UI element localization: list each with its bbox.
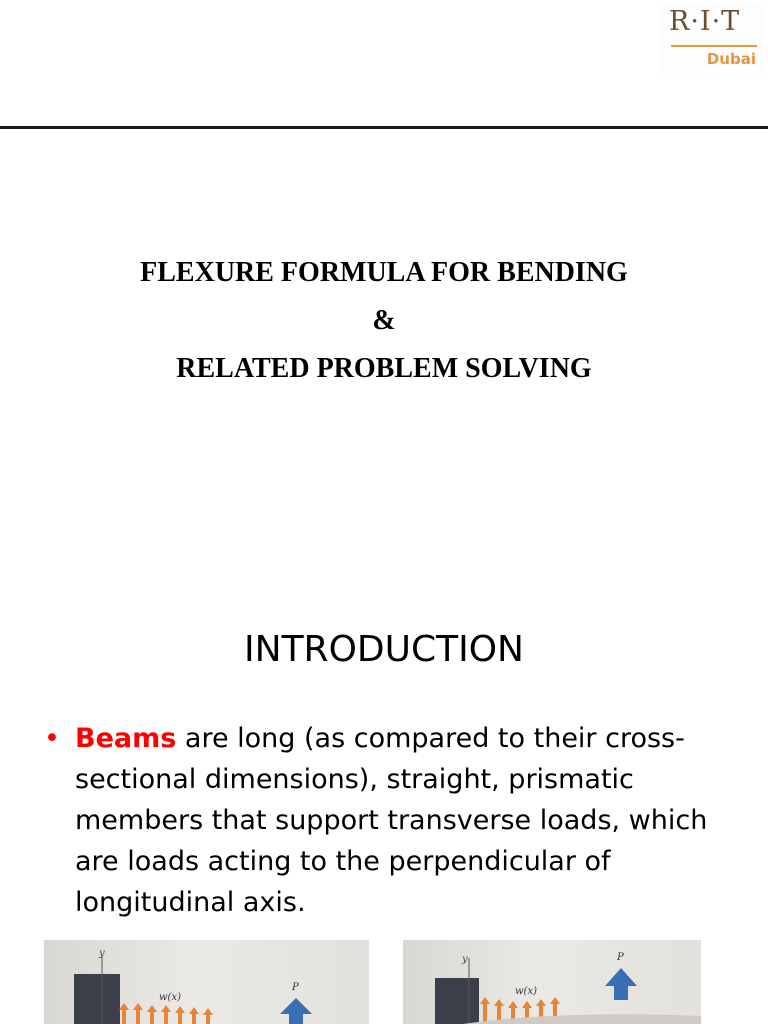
bullet-text xyxy=(75,718,734,923)
slide-title xyxy=(0,254,768,398)
bullet-marker: • xyxy=(44,723,60,754)
distributed-load-arrows xyxy=(119,1003,213,1024)
point-force-arrow xyxy=(605,968,637,1000)
header-divider xyxy=(0,126,768,129)
y-axis-label: y xyxy=(462,954,468,965)
beam-support-wall xyxy=(435,978,479,1024)
point-force-label: P xyxy=(292,982,299,993)
title-line-1: FLEXURE FORMULA FOR BENDING xyxy=(140,257,628,288)
rit-dubai-logo xyxy=(660,4,764,78)
bullet-body: are long (as compared to their cross-sectional dimensions), straight, prismatic members that support transverse loads, which are loads acting to the perpendicular of longitudinal axis. xyxy=(75,723,708,918)
beam-figure-photo-1 xyxy=(44,940,369,1024)
beam-support-wall xyxy=(74,974,120,1024)
beam-figure-photo-2 xyxy=(403,940,701,1024)
bullet-keyword: Beams xyxy=(75,723,177,754)
distributed-load-label: w(x) xyxy=(159,992,182,1003)
point-force-label: P xyxy=(617,952,624,963)
point-force-arrow xyxy=(280,998,312,1024)
logo-letters: R·I·T xyxy=(669,6,741,37)
title-line-3: RELATED PROBLEM SOLVING xyxy=(176,353,592,384)
logo-rule xyxy=(671,45,757,47)
section-heading: INTRODUCTION xyxy=(244,629,524,670)
distributed-load-label: w(x) xyxy=(515,986,538,997)
y-axis-label: y xyxy=(99,948,105,959)
bullet-item xyxy=(44,718,734,923)
logo-subtitle: Dubai xyxy=(706,50,756,68)
title-line-2: & xyxy=(372,305,396,336)
